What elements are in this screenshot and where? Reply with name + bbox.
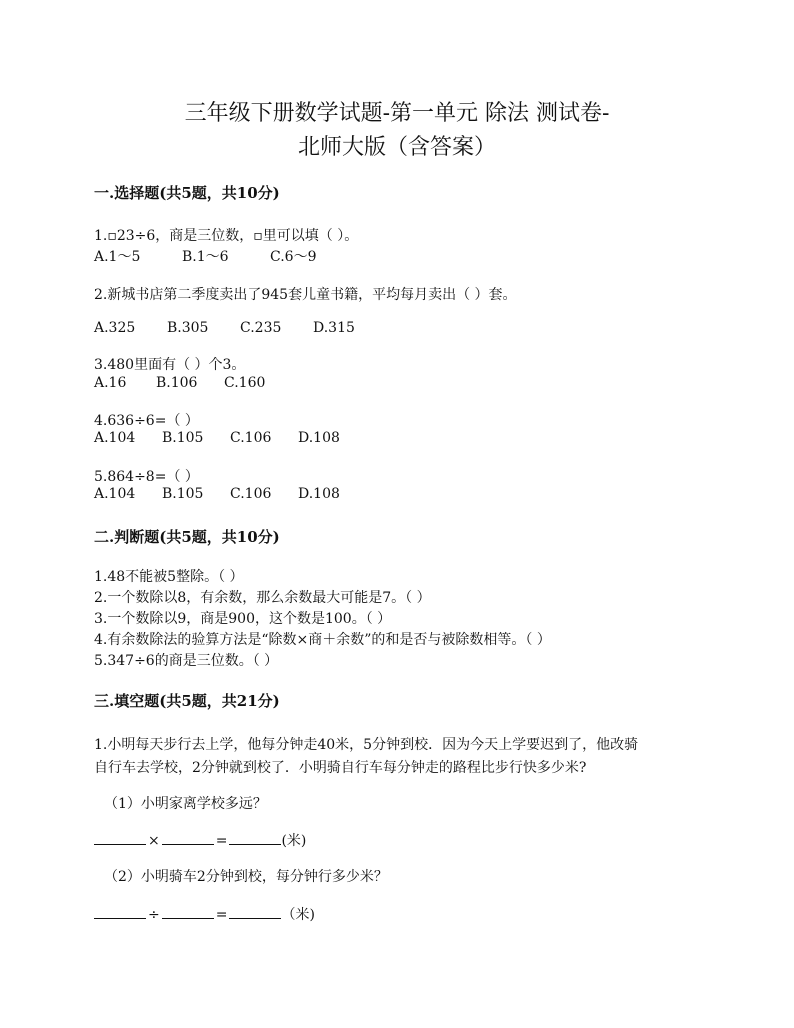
judge-q1: 1.48不能被5整除。（ ）	[94, 569, 244, 585]
section-judge-heading: 二.判断题(共5题，共10分)	[94, 528, 280, 546]
unit-label: （米)	[281, 907, 315, 923]
exam-title-line1: 三年级下册数学试题-第一单元 除法 测试卷-	[184, 101, 610, 126]
fill-q1-sub2-formula	[94, 904, 315, 924]
choice-q1-text: 1.▫23÷6，商是三位数，▫里可以填（ ）。	[94, 228, 359, 244]
judge-q5: 5.347÷6的商是三位数。（ ）	[94, 653, 279, 669]
judge-q4: 4.有余数除法的验算方法是“除数×商＋余数”的和是否与被除数相等。（ ）	[94, 632, 551, 648]
choice-q5-option-c: C.106	[230, 486, 272, 502]
choice-q2-text: 2.新城书店第二季度卖出了945套儿童书籍，平均每月卖出（ ）套。	[94, 287, 517, 303]
choice-q1-option-a: A.1～5	[94, 249, 141, 265]
answer-blank-1[interactable]	[94, 832, 146, 845]
unit-label: (米)	[281, 833, 307, 849]
choice-q3-text: 3.480里面有（ ）个3。	[94, 357, 246, 373]
choice-q3-option-c: C.160	[224, 375, 266, 391]
section-choice-heading: 一.选择题(共5题，共10分)	[94, 184, 280, 202]
multiply-sign: ×	[148, 833, 160, 849]
choice-q3-options	[94, 375, 265, 391]
choice-q2-option-c: C.235	[240, 320, 282, 336]
choice-q3-option-b: B.106	[156, 375, 198, 391]
choice-q2-option-b: B.305	[167, 320, 209, 336]
choice-q1-options	[94, 246, 316, 266]
choice-q3-option-a: A.16	[94, 375, 127, 391]
choice-q5-option-a: A.104	[94, 486, 136, 502]
equals-sign: =	[215, 833, 228, 849]
choice-q4-option-b: B.105	[162, 430, 204, 446]
choice-q4-option-a: A.104	[94, 430, 136, 446]
judge-q3: 3.一个数除以9，商是900，这个数是100。（ ）	[94, 611, 392, 627]
choice-q2-option-d: D.315	[313, 320, 355, 336]
section-fill-heading: 三.填空题(共5题，共21分)	[94, 692, 280, 710]
fill-q1-line2: 自行车去学校，2分钟就到校了．小明骑自行车每分钟走的路程比步行快多少米?	[94, 760, 587, 776]
choice-q4-option-c: C.106	[230, 430, 272, 446]
judge-q2: 2.一个数除以8，有余数，那么余数最大可能是7。（ ）	[94, 590, 431, 606]
fill-q1-sub2: （2）小明骑车2分钟到校，每分钟行多少米？	[104, 869, 388, 885]
answer-blank-5[interactable]	[162, 906, 214, 919]
answer-blank-2[interactable]	[162, 832, 214, 845]
choice-q1-option-b: B.1～6	[182, 249, 229, 265]
fill-q1-line1: 1.小明每天步行去上学，他每分钟走40米，5分钟到校．因为今天上学要迟到了，他改骑	[94, 737, 639, 753]
answer-blank-6[interactable]	[229, 906, 281, 919]
choice-q5-options	[94, 486, 340, 502]
fill-q1-sub1-formula	[94, 830, 306, 850]
divide-sign: ÷	[148, 907, 160, 923]
choice-q5-option-d: D.108	[298, 486, 340, 502]
choice-q4-text: 4.636÷6=（ ）	[94, 413, 199, 429]
choice-q5-text: 5.864÷8=（ ）	[94, 469, 199, 485]
choice-q1-option-c: C.6～9	[270, 249, 317, 265]
answer-blank-4[interactable]	[94, 906, 146, 919]
equals-sign: =	[215, 907, 228, 923]
choice-q2-option-a: A.325	[94, 320, 136, 336]
choice-q4-option-d: D.108	[298, 430, 340, 446]
answer-blank-3[interactable]	[229, 832, 281, 845]
choice-q5-option-b: B.105	[162, 486, 204, 502]
fill-q1-sub1: （1）小明家离学校多远？	[104, 796, 267, 812]
choice-q2-options	[94, 320, 355, 336]
exam-title-line2: 北师大版（含答案）	[297, 135, 496, 160]
choice-q4-options	[94, 430, 340, 446]
